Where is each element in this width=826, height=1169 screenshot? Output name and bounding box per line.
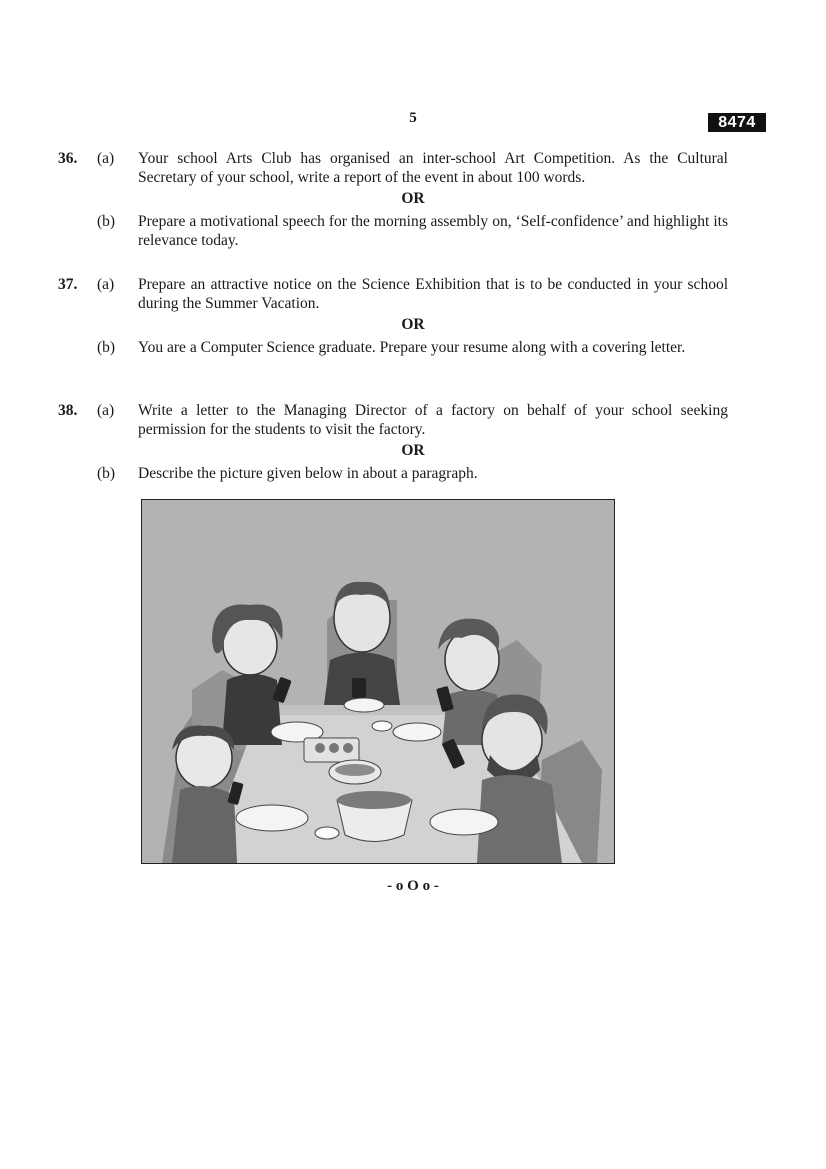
part-label: (a) bbox=[97, 276, 115, 293]
cup bbox=[372, 721, 392, 731]
family-dinner-illustration bbox=[141, 499, 615, 864]
part-label: (a) bbox=[97, 150, 115, 167]
plate bbox=[236, 805, 308, 831]
plate bbox=[430, 809, 498, 835]
page-number: 5 bbox=[409, 110, 417, 126]
plate bbox=[344, 698, 384, 712]
question-text: Write a letter to the Managing Director of a factory on behalf of your school seeking permission for the students to visit the factory. bbox=[138, 402, 728, 438]
part-label: (b) bbox=[97, 465, 116, 482]
question-text: You are a Computer Science graduate. Prepare your resume along with a covering letter. bbox=[138, 339, 686, 356]
question-number: 36. bbox=[58, 150, 78, 167]
part-label: (a) bbox=[97, 402, 115, 419]
or-separator: OR bbox=[401, 190, 425, 207]
part-label: (b) bbox=[97, 213, 116, 230]
phone-icon bbox=[352, 678, 366, 698]
question-text: Prepare an attractive notice on the Science Exhibition that is to be conducted in your school during the Summer Vacation. bbox=[138, 276, 728, 312]
cup bbox=[315, 827, 339, 839]
question-text: Prepare a motivational speech for the morning assembly on, ‘Self-confidence’ and highlight its relevance today. bbox=[138, 213, 728, 249]
end-of-paper-mark: - o O o - bbox=[387, 878, 439, 894]
part-label: (b) bbox=[97, 339, 116, 356]
question-number: 37. bbox=[58, 276, 78, 293]
dinner-scene bbox=[142, 500, 614, 863]
or-separator: OR bbox=[401, 316, 425, 333]
paper-code-badge: 8474 bbox=[708, 113, 766, 132]
or-separator: OR bbox=[401, 442, 425, 459]
child-body bbox=[172, 786, 237, 863]
question-number: 38. bbox=[58, 402, 78, 419]
plate bbox=[393, 723, 441, 741]
question-text: Describe the picture given below in about a paragraph. bbox=[138, 465, 478, 482]
question-text: Your school Arts Club has organised an inter-school Art Competition. As the Cultural Secretary of your school, write a report of the event in about 100 words. bbox=[138, 150, 728, 186]
